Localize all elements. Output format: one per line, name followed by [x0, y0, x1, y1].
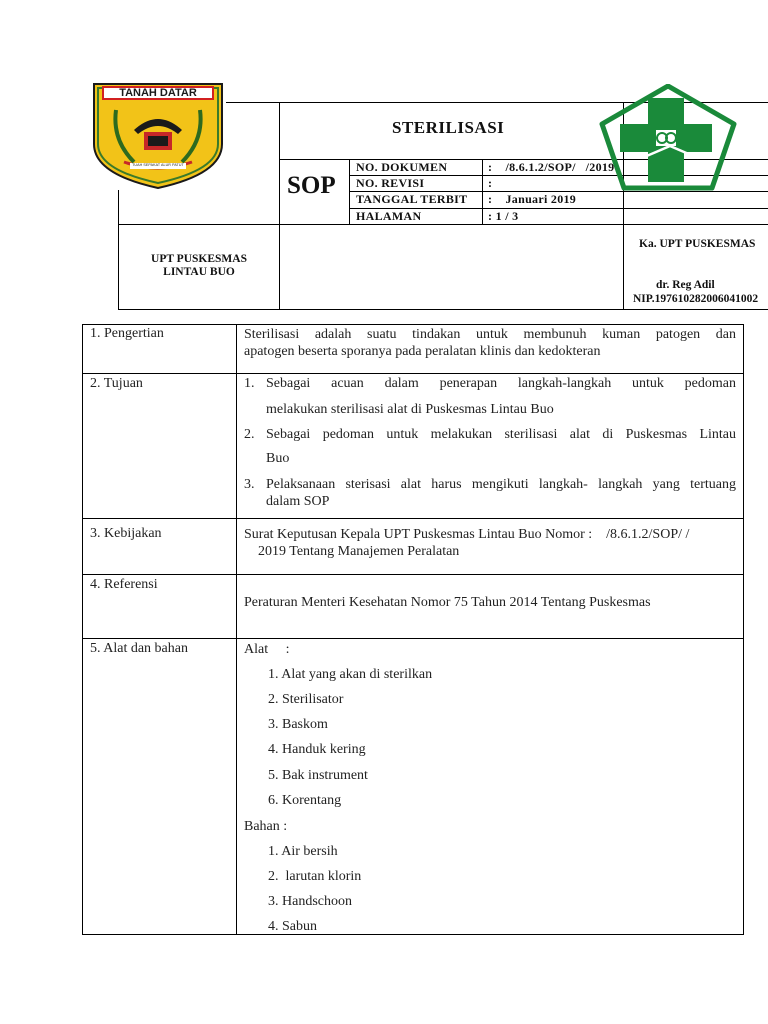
tujuan-item-2-line-1: Sebagai pedoman untuk melakukan sterilisasi alat di Puskesmas Lintau: [266, 427, 736, 442]
alat-item-5: 5. Bak instrument: [268, 768, 368, 783]
field-label-tanggal-terbit: TANGGAL TERBIT: [356, 192, 468, 206]
signatory-nip: NIP.197610282006041002: [633, 293, 759, 305]
bahan-heading: Bahan :: [244, 819, 288, 834]
kebijakan-line-2: 2019 Tentang Manajemen Peralatan: [258, 544, 460, 559]
header-col-3: [482, 159, 483, 225]
referensi-text: Peraturan Menteri Kesehatan Nomor 75 Tahun 2014 Tentang Puskesmas: [244, 595, 651, 610]
signatory-name: dr. Reg Adil: [656, 279, 715, 291]
sop-label: SOP: [287, 172, 336, 199]
institution-line-1: UPT PUSKESMAS: [151, 253, 247, 265]
kebijakan-text: [244, 526, 736, 560]
label-referensi: 4. Referensi: [90, 577, 158, 592]
tujuan-item-2-line-2: Buo: [266, 451, 290, 466]
tanah-datar-logo: [90, 82, 226, 190]
bahan-item-2: 2. larutan klorin: [268, 869, 362, 884]
header-mid-border: [118, 224, 768, 225]
bahan-item-4: 4. Sabun: [268, 919, 317, 934]
bahan-item-3: 3. Handschoon: [268, 894, 352, 909]
table-left: [82, 324, 83, 935]
tujuan-item-2-num: 2.: [244, 427, 255, 442]
pengertian-text: [244, 326, 736, 360]
tujuan-item-1-line-2: melakukan sterilisasi alat di Puskesmas Lintau Buo: [266, 402, 554, 417]
logo-banner: TANAH DATAR: [119, 87, 197, 99]
tujuan-item-3-line-1: Pelaksanaan sterisasi alat harus mengikuti langkah- langkah yang tertuang: [266, 477, 736, 492]
puskesmas-cross-icon: [598, 84, 738, 192]
table-col-divider: [236, 324, 237, 935]
pengertian-line-1: Sterilisasi adalah suatu tindakan untuk membunuh kuman patogen dan: [244, 327, 736, 342]
table-row-divider-2: [82, 518, 744, 519]
institution-line-2: LINTAU BUO: [163, 266, 235, 278]
field-value-tanggal-terbit: : Januari 2019: [488, 192, 577, 206]
field-value-no-revisi: :: [488, 176, 493, 190]
alat-item-1: 1. Alat yang akan di sterilkan: [268, 667, 433, 682]
table-top: [82, 324, 744, 325]
tujuan-item-1-line-1: Sebagai acuan dalam penerapan langkah-langkah untuk pedoman: [266, 376, 736, 391]
alat-item-2: 2. Sterilisator: [268, 692, 344, 707]
table-bottom: [82, 934, 744, 935]
header-left-border: [118, 190, 119, 310]
table-right: [743, 324, 744, 935]
tujuan-item-3-line-2: dalam SOP: [266, 494, 330, 509]
alat-item-4: 4. Handuk kering: [268, 742, 366, 757]
document-title: STERILISASI: [392, 118, 505, 137]
field-value-halaman: : 1 / 3: [488, 209, 519, 223]
puskesmas-logo: [598, 84, 738, 192]
bahan-item-1: 1. Air bersih: [268, 844, 338, 859]
pengertian-line-2: apatogen beserta sporanya pada peralatan klinis dan kedokteran: [244, 344, 601, 359]
header-col-2: [349, 159, 350, 225]
label-pengertian: 1. Pengertian: [90, 326, 164, 341]
label-kebijakan: 3. Kebijakan: [90, 526, 162, 541]
label-tujuan: 2. Tujuan: [90, 376, 143, 391]
tujuan-item-3-num: 3.: [244, 477, 255, 492]
kebijakan-line-1: Surat Keputusan Kepala UPT Puskesmas Lintau Buo Nomor : /8.6.1.2/SOP/ /: [244, 527, 690, 542]
table-row-divider-3: [82, 574, 744, 575]
alat-item-3: 3. Baskom: [268, 717, 328, 732]
alat-item-6: 6. Korentang: [268, 793, 342, 808]
signatory-position: Ka. UPT PUSKESMAS: [639, 238, 756, 250]
alat-heading: Alat :: [244, 642, 290, 657]
logo-motto: TUAH SEPAKAT ALUR PATUT: [132, 163, 184, 167]
label-alat-bahan: 5. Alat dan bahan: [90, 641, 188, 656]
table-row-divider-4: [82, 638, 744, 639]
field-label-no-dokumen: NO. DOKUMEN: [356, 160, 448, 174]
header-bottom-border: [118, 309, 768, 310]
table-row-divider-1: [82, 373, 744, 374]
field-label-halaman: HALAMAN: [356, 209, 422, 223]
field-value-no-dokumen: : /8.6.1.2/SOP/ /2019: [488, 160, 615, 174]
field-label-no-revisi: NO. REVISI: [356, 176, 425, 190]
tujuan-item-1-num: 1.: [244, 376, 255, 391]
